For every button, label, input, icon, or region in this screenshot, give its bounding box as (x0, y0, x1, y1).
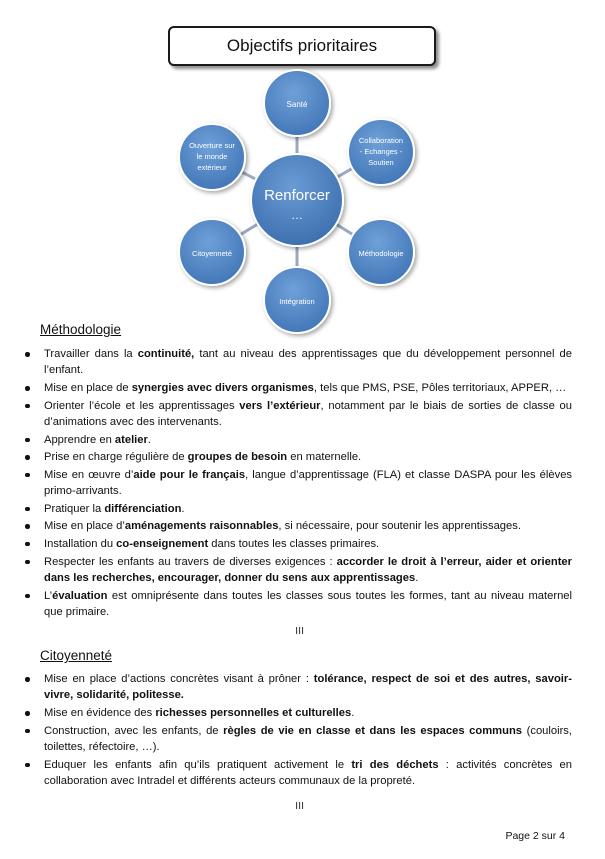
list-item (22, 588, 572, 621)
bold-text: accorder le droit à l’erreur, aider et orienter dans les recherches, encourager, donner du sens aux apprentissages (44, 555, 572, 584)
text: Orienter l’école et les apprentissages (44, 399, 240, 412)
text: Respecter les enfants au travers de diverses exigences : (44, 555, 337, 568)
text: dans toutes les classes primaires. (208, 537, 380, 550)
node-ouverture-label-1: Ouverture sur (189, 141, 235, 150)
text: Mise en évidence des (44, 707, 156, 719)
separator-icon-2: ⲽ (295, 797, 305, 812)
list-item (22, 467, 572, 500)
text: Construction, avec les enfants, de (44, 724, 224, 737)
text: . (351, 707, 355, 719)
node-collab-label-3: Soutien (368, 158, 394, 167)
bold-text: groupes de besoin (187, 451, 288, 464)
bold-text: tolérance, respect de soi et des autres, savoir-vivre, solidarité, politesse. (44, 673, 572, 702)
bold-text: atelier (114, 433, 148, 446)
node-collab-label-2: - Echanges - (359, 147, 403, 156)
text: L’ (44, 589, 53, 602)
page-number: Page 2 sur 4 (505, 830, 565, 842)
list-item (22, 449, 572, 465)
list-item (22, 380, 572, 396)
bold-text: règles de vie en classe et dans les espaces communs (223, 724, 523, 737)
list-item (22, 723, 572, 756)
list-item (22, 346, 572, 379)
text: . (415, 571, 419, 584)
text: Travailler dans la (44, 348, 138, 360)
text: en maternelle. (287, 451, 362, 464)
center-label: Renforcer (264, 187, 330, 204)
bold-text: évaluation (52, 589, 108, 602)
methodologie-list (22, 346, 572, 622)
text: est omniprésente dans toutes les classes sous toutes les formes, tant au niveau maternel que primaire. (44, 589, 572, 618)
bold-text: co-enseignement (116, 537, 209, 550)
node-methodo-label: Méthodologie (358, 249, 404, 258)
text: Mise en place d’actions concrètes visant à prôner : (44, 673, 314, 685)
list-item (22, 398, 572, 431)
list-item (22, 757, 572, 790)
list-item (22, 501, 572, 517)
text: . (181, 502, 185, 515)
bold-text: aide pour le français (133, 468, 246, 481)
text: Mise en œuvre d’ (44, 468, 134, 481)
section-heading-methodologie: Méthodologie (40, 322, 122, 337)
node-ouverture-label-3: extérieur (197, 163, 227, 172)
separator-icon: ⲽ (295, 622, 305, 637)
bold-text: tri des déchets (351, 758, 439, 771)
text: (couloirs, toilettes, réfectoire, …). (44, 724, 573, 753)
list-item (22, 554, 572, 587)
list-item (22, 518, 572, 534)
text: , langue d’apprentissage (FLA) et classe DASPA pour les élèves primo-arrivants. (44, 468, 573, 498)
bold-text: aménagements raisonnables (124, 520, 279, 533)
text: Installation du (44, 537, 117, 550)
text: Prise en charge régulière de (44, 451, 188, 464)
list-item (22, 671, 572, 704)
node-collab-label-1: Collaboration (358, 136, 404, 145)
section-heading-citoyennete: Citoyenneté (40, 648, 113, 663)
center-ellipsis: … (291, 208, 303, 222)
bold-text: vers l’extérieur (239, 399, 321, 412)
citoyennete-list (22, 671, 572, 791)
objectives-diagram (0, 0, 605, 340)
text: , si nécessaire, pour soutenir les apprentissages. (278, 520, 521, 533)
bold-text: différenciation (104, 502, 182, 515)
bold-text: continuité, (137, 348, 195, 360)
text: Apprendre en (44, 433, 115, 446)
text: , tels que PMS, PSE, Pôles territoriaux, APPER, … (313, 382, 567, 394)
node-sante-label: Santé (286, 100, 308, 109)
bold-text: richesses personnelles et culturelles (155, 707, 352, 719)
text: Mise en place d’ (44, 520, 125, 533)
list-item (22, 536, 572, 552)
list-item (22, 432, 572, 448)
text: Eduquer les enfants afin qu’ils pratiquent activement le (44, 758, 352, 771)
text: . (147, 433, 151, 446)
list-item (22, 705, 572, 721)
node-ouverture-label-2: le monde (196, 152, 228, 161)
node-citoyennete-label: Citoyenneté (191, 249, 233, 258)
text: : activités concrètes en collaboration avec Intradel et différents acteurs communaux de la propreté. (44, 758, 572, 787)
node-integration-label: Intégration (279, 297, 315, 306)
page-title: Objectifs prioritaires (226, 36, 378, 55)
text: , notamment par le biais de sorties de classe ou d’animations avec des intervenants. (44, 399, 573, 428)
bold-text: synergies avec divers organismes (131, 382, 314, 394)
text: tant au niveau des apprentissages que du développement personnel de l’enfant. (44, 348, 572, 377)
text: Mise en place de (44, 382, 132, 394)
text: Pratiquer la (44, 502, 105, 515)
